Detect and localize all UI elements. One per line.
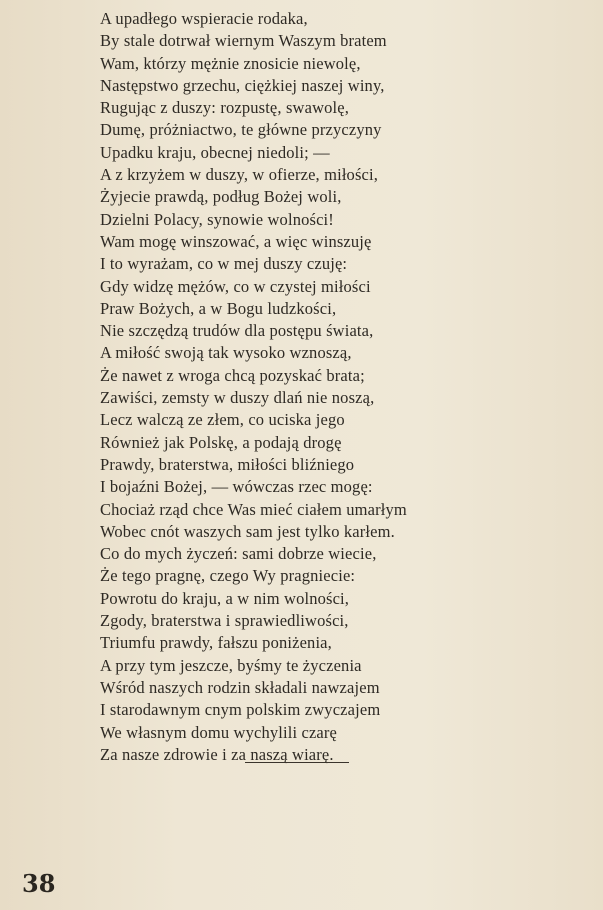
poem-line: Zawiści, zemsty w duszy dlań nie noszą,	[100, 388, 375, 408]
poem-line: I starodawnym cnym polskim zwyczajem	[100, 700, 381, 720]
poem-line: Za nasze zdrowie i za naszą wiarę.	[100, 744, 334, 764]
poem-line: Lecz walczą ze złem, co uciska jego	[100, 410, 345, 430]
page-number: 38	[22, 869, 56, 898]
poem-line: Następstwo grzechu, ciężkiej naszej winy,	[100, 75, 385, 95]
poem-line: Wam, którzy mężnie znosicie niewolę,	[100, 53, 361, 73]
poem-line: Powrotu do kraju, a w nim wolności,	[100, 588, 350, 608]
poem-line: Również jak Polskę, a podają drogę	[100, 432, 342, 452]
poem-line: Żyjecie prawdą, podług Bożej woli,	[100, 187, 342, 207]
poem-text	[100, 8, 570, 766]
poem-line: Rugując z duszy: rozpustę, swawolę,	[100, 98, 350, 118]
poem-line: Gdy widzę mężów, co w czystej miłości	[100, 276, 371, 296]
poem-line: A z krzyżem w duszy, w ofierze, miłości,	[100, 165, 379, 185]
poem-line: Nie szczędzą trudów dla postępu świata,	[100, 321, 374, 341]
poem-line: We własnym domu wychylili czarę	[100, 722, 338, 742]
poem-line: Dzielni Polacy, synowie wolności!	[100, 209, 334, 229]
poem-line: Dumę, próżniactwo, te główne przyczyny	[100, 120, 382, 140]
poem-line: Wam mogę winszować, a więc winszuję	[100, 231, 372, 251]
poem-line: A przy tym jeszcze, byśmy te życzenia	[100, 655, 362, 675]
poem-line: Praw Bożych, a w Bogu ludzkości,	[100, 298, 337, 318]
closing-rule	[245, 762, 349, 763]
poem-line: Że tego pragnę, czego Wy pragniecie:	[100, 566, 356, 586]
poem-line: A miłość swoją tak wysoko wznoszą,	[100, 343, 352, 363]
poem-line: By stale dotrwał wiernym Waszym bratem	[100, 31, 387, 51]
poem-line: Zgody, braterstwa i sprawiedliwości,	[100, 611, 349, 631]
poem-line: Że nawet z wroga chcą pozyskać brata;	[100, 365, 365, 385]
poem-line: Co do mych życzeń: sami dobrze wiecie,	[100, 544, 377, 564]
poem-line: Upadku kraju, obecnej niedoli; —	[100, 142, 330, 162]
poem-line: Wobec cnót waszych sam jest tylko karłem.	[100, 521, 395, 541]
poem-line: Prawdy, braterstwa, miłości bliźniego	[100, 454, 355, 474]
poem-line: Wśród naszych rodzin składali nawzajem	[100, 677, 380, 697]
poem-line: I to wyrażam, co w mej duszy czuję:	[100, 254, 348, 274]
poem-line: I bojaźni Bożej, — wówczas rzec mogę:	[100, 477, 373, 497]
poem-line: Chociaż rząd chce Was mieć ciałem umarłym	[100, 499, 407, 519]
poem-line: Triumfu prawdy, fałszu poniżenia,	[100, 633, 332, 653]
poem-line: A upadłego wspieracie rodaka,	[100, 9, 308, 28]
